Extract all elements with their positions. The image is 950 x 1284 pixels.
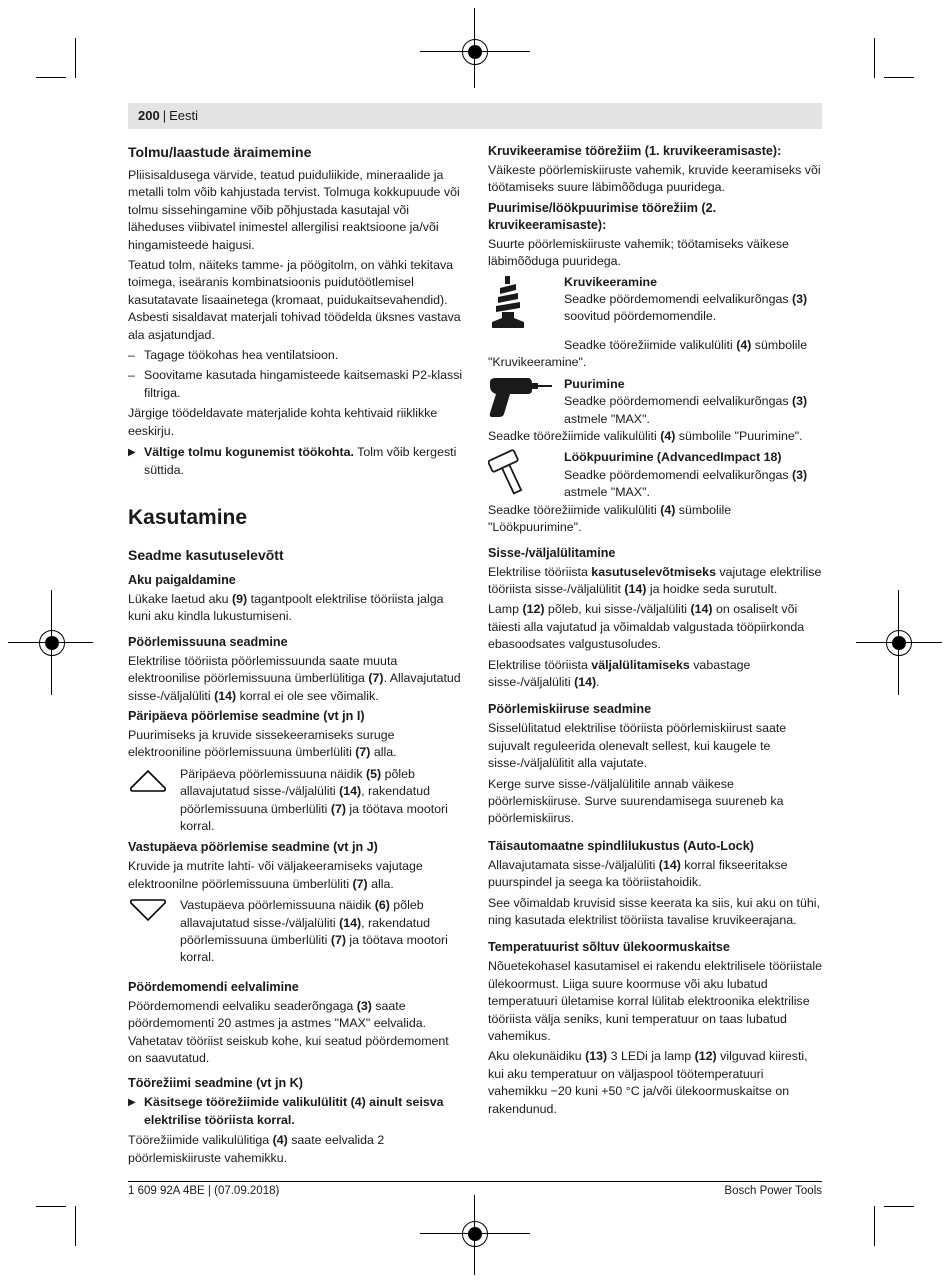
crop-mark xyxy=(884,77,914,78)
warning-item xyxy=(128,444,463,479)
rotation-title: Pöörlemissuuna seadmine xyxy=(128,634,288,649)
drilling-step-1: Seadke pöördemomendi eelvalikurõngas (3) astmele "MAX". xyxy=(564,394,808,426)
screwdriving-block xyxy=(488,274,824,337)
dust-paragraph-2: Teatud tolm, näiteks tamme- ja pöögitolm, on vähki tekitava toimega, iseäranis kombinatsioonis puidutöötlemisel kasutatavate lisaainetega (kromaat, puidukaitsevahendid). Asbesti sisaldavat materjali tohivad töödelda üksnes vastava ala asjatundjad. xyxy=(128,258,461,342)
clockwise-title: Päripäeva pöörlemise seadmine (vt jn I) xyxy=(128,708,365,723)
dust-paragraph-3: Järgige töödeldavate materjalide kohta kehtivaid riiklikke eeskirju. xyxy=(128,406,438,438)
registration-mark-icon xyxy=(886,630,912,656)
crop-mark xyxy=(75,1206,76,1246)
header-separator: | xyxy=(162,108,167,123)
left-column xyxy=(128,143,463,1170)
hammer-icon xyxy=(488,449,564,501)
warning-bold: Vältige tolmu kogunemist töökohta. xyxy=(144,445,354,460)
battery-paragraph: Lükake laetud aku (9) tagantpoolt elektrilise tööriista jalga kuni aku kindla lukustumiseni. xyxy=(128,591,444,624)
torque-title: Pöördemomendi eelvalimine xyxy=(128,979,299,994)
crop-mark xyxy=(874,38,875,78)
off-paragraph: Elektrilise tööriista väljalülitamiseks vabastage sisse-/väljalüliti (14). xyxy=(488,657,751,689)
overload-title: Temperatuurist sõltuv ülekoormuskaitse xyxy=(488,940,730,955)
page-header xyxy=(128,103,822,129)
clockwise-indicator-text: Päripäeva pöörlemissuuna näidik (5) põleb allavajutatud sisse-/väljalüliti (14), rakendatud pöörlemissuuna ümberlüliti (7) ja töötava mootori korral. xyxy=(180,766,448,833)
screwdriving-step-2: Seadke töörežiimide valikulüliti (4) sümbolile "Kruvikeeramine". xyxy=(488,338,808,370)
dash-marker: – xyxy=(128,348,135,363)
clockwise-arrow-icon xyxy=(128,766,180,836)
speed-title: Pöörlemiskiiruse seadmine xyxy=(488,702,652,717)
dust-section-title: Tolmu/laastude äraimemine xyxy=(128,144,312,160)
drilling-block xyxy=(488,376,824,428)
screwdriving-title: Kruvikeeramine xyxy=(564,274,657,289)
crop-mark xyxy=(874,1206,875,1246)
mode-paragraph: Töörežiimide valikulülitiga (4) saate eelvalida 2 pöörlemiskiiruste vahemikku. xyxy=(128,1133,385,1165)
use-section-title: Kasutamine xyxy=(128,505,248,529)
crop-mark xyxy=(75,38,76,78)
arrow-marker-icon: ▶ xyxy=(128,447,136,459)
crop-mark xyxy=(36,77,66,78)
drilling-step-2: Seadke töörežiimide valikulüliti (4) sümbolile "Puurimine". xyxy=(488,429,803,444)
list-item-text: Tagage töökohas hea ventilatsioon. xyxy=(144,348,339,363)
crop-mark xyxy=(884,1206,914,1207)
overload-paragraph-2: Aku olekunäidiku (13) 3 LEDi ja lamp (12) vilguvad kiiresti, kui aku temperatuur on väljaspool töötemperatuuri vahemikku −20 kuni +50 °C ja/või ülekoormuskaitse on rakendunud. xyxy=(488,1049,808,1116)
counterclockwise-title: Vastupäeva pöörlemise seadmine (vt jn J) xyxy=(128,840,378,855)
rotation-paragraph: Elektrilise tööriista pöörlemissuunda saate muuta elektroonilise pöörlemissuuna ümberlülitiga (7). Allavajutatud sisse-/väljalüliti (14) korral ei ole see võimalik. xyxy=(128,653,461,703)
footer-document-id: 1 609 92A 4BE | (07.09.2018) xyxy=(128,1185,280,1197)
list-item xyxy=(128,347,463,364)
screwdriving-text xyxy=(564,274,824,337)
screw-mode-paragraph: Väikeste pöörlemiskiiruste vahemik, kruvide keeramiseks või töötamiseks suure läbimõõduga puuridega. xyxy=(488,163,821,195)
header-language: Eesti xyxy=(169,108,198,123)
autolock-paragraph-2: See võimaldab kruvisid sisse keerata ka siis, kui aku on tühi, ning kasutada elektrilist tööriista tavalise kruvikeerajana. xyxy=(488,895,820,927)
clockwise-paragraph: Puurimiseks ja kruvide sissekeeramiseks suruge elektrooniline pöörlemissuuna ümberlüliti (7) alla. xyxy=(128,727,397,760)
drilling-text xyxy=(564,376,824,428)
drill-mode-paragraph: Suurte pöörlemiskiiruste vahemik; töötamiseks väikese läbimõõduga puuridega. xyxy=(488,236,789,269)
list-item xyxy=(128,367,463,402)
dash-marker: – xyxy=(128,368,135,383)
registration-mark-icon xyxy=(39,630,65,656)
lamp-paragraph: Lamp (12) põleb, kui sisse-/väljalüliti (14) on osaliselt või täiesti alla vajutatud ja võimaldab valgustada tööpiirkonda ebasoodsates valgustusoludes. xyxy=(488,602,805,652)
page-footer xyxy=(128,1181,822,1200)
counterclockwise-arrow-icon xyxy=(128,897,180,967)
crop-mark xyxy=(36,1206,66,1207)
startup-title: Seadme kasutuselevõtt xyxy=(128,546,284,563)
counterclockwise-indicator-text: Vastupäeva pöörlemissuuna näidik (6) põleb allavajutatud sisse-/väljalüliti (14), rakendatud pöörlemissuuna ümberlüliti (7) ja töötava mootori korral. xyxy=(180,898,448,965)
dust-paragraph-1: Pliisisaldusega värvide, teatud puiduliikide, mineraalide ja metalli tolm võib kahjustada tervist. Tolmuga kokkupuude või tolmu sissehingamine võib põhjustada kasutajal või läheduses viibivatel inimestel allergilisi reaktsioone ja/või hingamisteede haigusi. xyxy=(128,168,460,252)
impact-drilling-text xyxy=(564,449,824,501)
impact-drilling-step-1: Seadke pöördemomendi eelvalikurõngas (3) astmele "MAX". xyxy=(564,467,808,500)
autolock-title: Täisautomaatne spindlilukustus (Auto-Lock) xyxy=(488,838,754,853)
arrow-marker-icon: ▶ xyxy=(128,1097,136,1109)
impact-drilling-title: Löökpuurimine (AdvancedImpact 18) xyxy=(564,450,782,465)
list-item-text: Soovitame kasutada hingamisteede kaitsemaski P2-klassi filtriga. xyxy=(144,368,463,400)
torque-paragraph: Pöördemomendi eelvaliku seaderõngaga (3) saate pöördemomenti 20 astmes ja astmes "MAX" eelvalida. Vahetatav tööriist seiskub kohe, kui seatud pöördemoment on saavutatud. xyxy=(128,998,449,1066)
warning-bold: Käsitsege töörežiimide valikulülitit (4) ainult seisva elektrilise tööriista korral. xyxy=(144,1095,444,1127)
screw-mode-title: Kruvikeeramise töörežiim (1. kruvikeeramisaste): xyxy=(488,144,782,158)
mode-title: Töörežiimi seadmine (vt jn K) xyxy=(128,1076,303,1091)
autolock-paragraph-1: Allavajutamata sisse-/väljalüliti (14) korral fikseeritakse puurspindel ja seega ka tööriistahoidik. xyxy=(488,857,788,890)
drill-mode-title: Puurimise/löökpuurimise töörežiim (2. kruvikeeramisaste): xyxy=(488,200,717,232)
impact-drilling-block xyxy=(488,449,824,501)
warning-item xyxy=(128,1094,463,1129)
screw-icon xyxy=(488,274,564,337)
registration-mark-icon xyxy=(462,1221,488,1247)
drilling-title: Puurimine xyxy=(564,376,625,391)
page-number: 200 xyxy=(138,108,160,123)
counterclockwise-indicator-row xyxy=(128,897,463,967)
drill-icon xyxy=(488,376,564,428)
onoff-title: Sisse-/väljalülitamine xyxy=(488,545,616,560)
footer-brand: Bosch Power Tools xyxy=(724,1185,822,1197)
counterclockwise-paragraph: Kruvide ja mutrite lahti- või väljakeeramiseks vajutage elektroonilne pöörlemissuuna ümberlüliti (7) alla. xyxy=(128,859,423,891)
clockwise-indicator-row xyxy=(128,766,463,836)
impact-drilling-step-2: Seadke töörežiimide valikulüliti (4) sümbolile "Löökpuurimine". xyxy=(488,502,732,535)
onoff-paragraph: Elektrilise tööriista kasutuselevõtmiseks vajutage elektrilise tööriista sisse-/väljalülitit (14) ja hoidke seda surutult. xyxy=(488,564,822,596)
warning-text: Tolm võib kergesti süttida. xyxy=(144,445,457,477)
registration-mark-icon xyxy=(462,39,488,65)
screwdriving-step-1: Seadke pöördemomendi eelvalikurõngas (3) soovitud pöördemomendile. xyxy=(564,292,808,324)
speed-paragraph-1: Sisselülitatud elektrilise tööriista pöörlemiskiirust saate sujuvalt reguleerida olenevalt sellest, kui kaugele te sisse-/väljalülitit alla vajutate. xyxy=(488,721,787,771)
overload-paragraph-1: Nõuetekohasel kasutamisel ei rakendu elektrilisele tööriistale ülekoormust. Liiga suure koormuse või aku lubatud temperatuuri ületamise korral lülitab elektroonika elektrilise tööriista välja seniks, kuni temperatuur on taas lubatud vahemikus. xyxy=(488,959,823,1044)
battery-title: Aku paigaldamine xyxy=(128,572,236,587)
speed-paragraph-2: Kerge surve sisse-/väljalülitile annab väikese pöörlemiskiiruse. Surve suurendamisega suureneb ka pöörlemiskiirus. xyxy=(488,776,784,826)
right-column xyxy=(488,143,824,1121)
